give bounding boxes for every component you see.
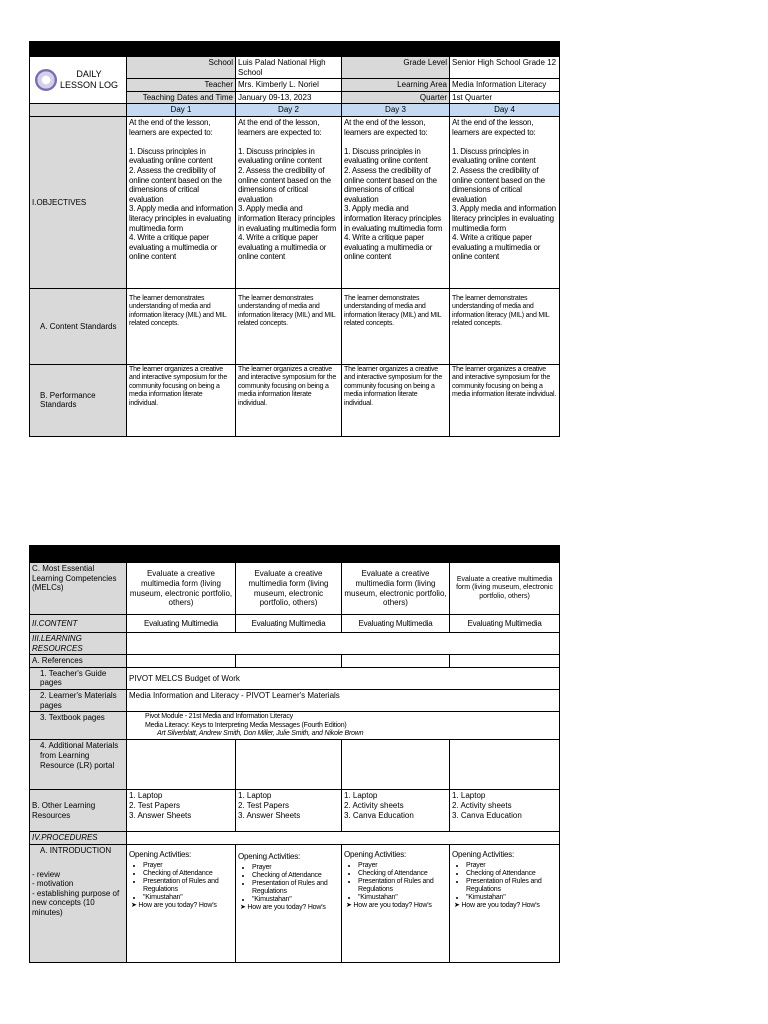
- other-resources-label: B. Other Learning Resources: [30, 790, 127, 832]
- textbook-label: 3. Textbook pages: [30, 712, 127, 740]
- introduction-label: A. INTRODUCTION: [40, 845, 112, 855]
- list-item: • Prayer: [358, 862, 447, 870]
- arrow-text: How are you today? How's: [138, 901, 217, 909]
- dll-table-bottom: [29, 545, 560, 963]
- other-resources-day-1: 1. Laptop 2. Test Papers 3. Answer Sheets: [127, 790, 236, 832]
- teacher-label: Teacher: [127, 79, 236, 92]
- objectives-day-1: At the end of the lesson, learners are expected to: 1. Discuss principles in evaluating online content 2. Assess the credibility of online content based on the dimensions of critical evaluation 3. Apply media and information literacy principles in evaluating multimedia form 4. Write a critique paper evaluating a multimedia or online content: [127, 116, 236, 288]
- list-item: • Prayer: [466, 862, 557, 870]
- references-day-1: [127, 655, 236, 668]
- grade-value: Senior High School Grade 12: [450, 57, 560, 79]
- arrow-icon: ➤: [454, 901, 462, 909]
- day-header-blank: [30, 104, 127, 117]
- list-item: • "Kimustahan": [252, 896, 339, 904]
- textbook-line-3: Art Silverblatt, Andrew Smith, Don Miller, Julie Smith, and Nikole Brown: [157, 729, 364, 737]
- arrow-text: How are you today? How's: [461, 901, 540, 909]
- content-day-4: Evaluating Multimedia: [450, 615, 560, 633]
- references-day-2: [236, 655, 342, 668]
- textbook-line-1: Pivot Module - 21st Media and Information Literacy: [145, 713, 293, 721]
- performance-standards-day-3: The learner organizes a creative and interactive symposium for the community focusing on being a media information literate individual.: [342, 364, 450, 436]
- quarter-label: Quarter: [342, 91, 450, 104]
- introduction-notes: - review - motivation - establishing purpose of new concepts (10 minutes): [32, 869, 120, 917]
- additional-day-1: [127, 740, 236, 790]
- area-value: Media Information Literacy: [450, 79, 560, 92]
- list-item: • Prayer: [143, 862, 233, 870]
- arrow-item-day-3: [344, 902, 447, 910]
- list-item: • Checking of Attendance: [358, 870, 447, 878]
- learning-resources-label: III.LEARNING RESOURCES: [30, 633, 127, 655]
- opening-list-day-2: [238, 864, 339, 904]
- content-standards-day-3: The learner demonstrates understanding of media and information literacy (MIL) and MIL related concepts.: [342, 288, 450, 364]
- arrow-text: How are you today? How's: [247, 903, 326, 911]
- deped-seal-icon: [35, 69, 57, 91]
- day-3-header: Day 3: [342, 104, 450, 117]
- area-label: Learning Area: [342, 79, 450, 92]
- opening-list-day-1: [129, 862, 233, 902]
- textbook-line-2: Media Literacy: Keys to Interpreting Media Messages (Fourth Edition): [145, 721, 347, 729]
- teachers-guide-value: PIVOT MELCS Budget of Work: [127, 667, 560, 689]
- list-item: • Presentation of Rules and Regulations: [252, 880, 339, 896]
- introduction-cell: [30, 844, 127, 962]
- objectives-day-4: At the end of the lesson, learners are expected to: 1. Discuss principles in evaluating online content 2. Assess the credibility of online content based on the dimensions of critical evaluation 3. Apply media and information literacy principles in evaluating multimedia form 4. Write a critique paper evaluating a multimedia or online content: [450, 116, 560, 288]
- content-standards-day-2: The learner demonstrates understanding of media and information literacy (MIL) and MIL related concepts.: [236, 288, 342, 364]
- melcs-label: C. Most Essential Learning Competencies (MELCs): [30, 563, 127, 615]
- list-item: • Checking of Attendance: [143, 870, 233, 878]
- list-item: • Presentation of Rules and Regulations: [358, 878, 447, 894]
- school-value: Luis Palad National High School: [236, 57, 342, 79]
- arrow-icon: ➤: [131, 901, 139, 909]
- content-label: II.CONTENT: [30, 615, 127, 633]
- dates-value: January 09-13, 2023: [236, 91, 342, 104]
- list-item: • Checking of Attendance: [252, 872, 339, 880]
- performance-standards-label: B. Performance Standards: [30, 364, 127, 436]
- textbook-value: [127, 712, 560, 740]
- teacher-value: Mrs. Kimberly L. Noriel: [236, 79, 342, 92]
- performance-standards-day-1: The learner organizes a creative and interactive symposium for the community focusing on being a media information literate individual.: [127, 364, 236, 436]
- procedures-day-4: [450, 844, 560, 962]
- other-resources-day-2: 1. Laptop 2. Test Papers 3. Answer Sheets: [236, 790, 342, 832]
- dll-table-top: [29, 41, 560, 437]
- opening-list-day-3: [344, 862, 447, 902]
- additional-day-2: [236, 740, 342, 790]
- additional-day-3: [342, 740, 450, 790]
- content-standards-label: A. Content Standards: [30, 288, 127, 364]
- references-label: A. References: [30, 655, 127, 668]
- arrow-icon: ➤: [346, 901, 354, 909]
- additional-materials-label: 4. Additional Materials from Learning Resource (LR) portal: [30, 740, 127, 790]
- objectives-day-2: At the end of the lesson, learners are expected to: 1. Discuss principles in evaluating online content 2. Assess the credibility of online content based on the dimensions of critical evaluation 3. Apply media and information literacy principles in evaluating multimedia form 4. Write a critique paper evaluating a multimedia or online content: [236, 116, 342, 288]
- quarter-value: 1st Quarter: [450, 91, 560, 104]
- opening-title-day-2: Opening Activities:: [238, 851, 301, 861]
- header-black-bar-2: [30, 546, 560, 563]
- procedures-label: IV.PROCEDURES: [30, 832, 127, 845]
- list-item: • Prayer: [252, 864, 339, 872]
- day-4-header: Day 4: [450, 104, 560, 117]
- opening-title-day-1: Opening Activities:: [129, 849, 192, 859]
- references-day-4: [450, 655, 560, 668]
- performance-standards-day-4: The learner organizes a creative and interactive symposium for the community focusing on being a media information literate individual.: [450, 364, 560, 436]
- arrow-item-day-4: [452, 902, 557, 910]
- list-item: • "Kimustahan": [143, 894, 233, 902]
- melcs-day-2: Evaluate a creative multimedia form (living museum, electronic portfolio, others): [236, 563, 342, 615]
- other-resources-day-4: 1. Laptop 2. Activity sheets 3. Canva Education: [450, 790, 560, 832]
- other-resources-day-3: 1. Laptop 2. Activity sheets 3. Canva Education: [342, 790, 450, 832]
- day-2-header: Day 2: [236, 104, 342, 117]
- list-item: • "Kimustahan": [358, 894, 447, 902]
- header-black-bar: [30, 42, 560, 57]
- melcs-day-3: Evaluate a creative multimedia form (living museum, electronic portfolio, others): [342, 563, 450, 615]
- list-item: • "Kimustahan": [466, 894, 557, 902]
- list-item: • Presentation of Rules and Regulations: [466, 878, 557, 894]
- procedures-day-2: [236, 844, 342, 962]
- procedures-day-1: [127, 844, 236, 962]
- procedures-day-3: [342, 844, 450, 962]
- list-item: • Presentation of Rules and Regulations: [143, 878, 233, 894]
- dll-title: DAILY LESSON LOG: [59, 69, 119, 91]
- content-standards-day-4: The learner demonstrates understanding of media and information literacy (MIL) and MIL related concepts.: [450, 288, 560, 364]
- grade-label: Grade Level: [342, 57, 450, 79]
- content-standards-day-1: The learner demonstrates understanding of media and information literacy (MIL) and MIL related concepts.: [127, 288, 236, 364]
- additional-day-4: [450, 740, 560, 790]
- opening-title-day-3: Opening Activities:: [344, 849, 407, 859]
- learning-resources-blank: [127, 633, 560, 655]
- dll-title-cell: [30, 57, 127, 104]
- content-day-1: Evaluating Multimedia: [127, 615, 236, 633]
- arrow-item-day-2: [238, 904, 339, 912]
- content-day-2: Evaluating Multimedia: [236, 615, 342, 633]
- arrow-icon: ➤: [240, 903, 248, 911]
- opening-title-day-4: Opening Activities:: [452, 849, 515, 859]
- references-day-3: [342, 655, 450, 668]
- objectives-label: I.OBJECTIVES: [30, 116, 127, 288]
- procedures-blank: [127, 832, 560, 845]
- teachers-guide-label: 1. Teacher's Guide pages: [30, 667, 127, 689]
- arrow-item-day-1: [129, 902, 233, 910]
- day-1-header: Day 1: [127, 104, 236, 117]
- melcs-day-4: Evaluate a creative multimedia form (living museum, electronic portfolio, others): [450, 563, 560, 615]
- opening-list-day-4: [452, 862, 557, 902]
- arrow-text: How are you today? How's: [353, 901, 432, 909]
- list-item: • Checking of Attendance: [466, 870, 557, 878]
- learners-materials-label: 2. Learner's Materials pages: [30, 689, 127, 711]
- school-label: School: [127, 57, 236, 79]
- performance-standards-day-2: The learner organizes a creative and interactive symposium for the community focusing on being a media information literate individual.: [236, 364, 342, 436]
- melcs-day-1: Evaluate a creative multimedia form (living museum, electronic portfolio, others): [127, 563, 236, 615]
- dates-label: Teaching Dates and Time: [127, 91, 236, 104]
- learners-materials-value: Media Information and Literacy - PIVOT Learner's Materials: [127, 689, 560, 711]
- content-day-3: Evaluating Multimedia: [342, 615, 450, 633]
- objectives-day-3: At the end of the lesson, learners are expected to: 1. Discuss principles in evaluating online content 2. Assess the credibility of online content based on the dimensions of critical evaluation 3. Apply media and information literacy principles in evaluating multimedia form 4. Write a critique paper evaluating a multimedia or online content: [342, 116, 450, 288]
